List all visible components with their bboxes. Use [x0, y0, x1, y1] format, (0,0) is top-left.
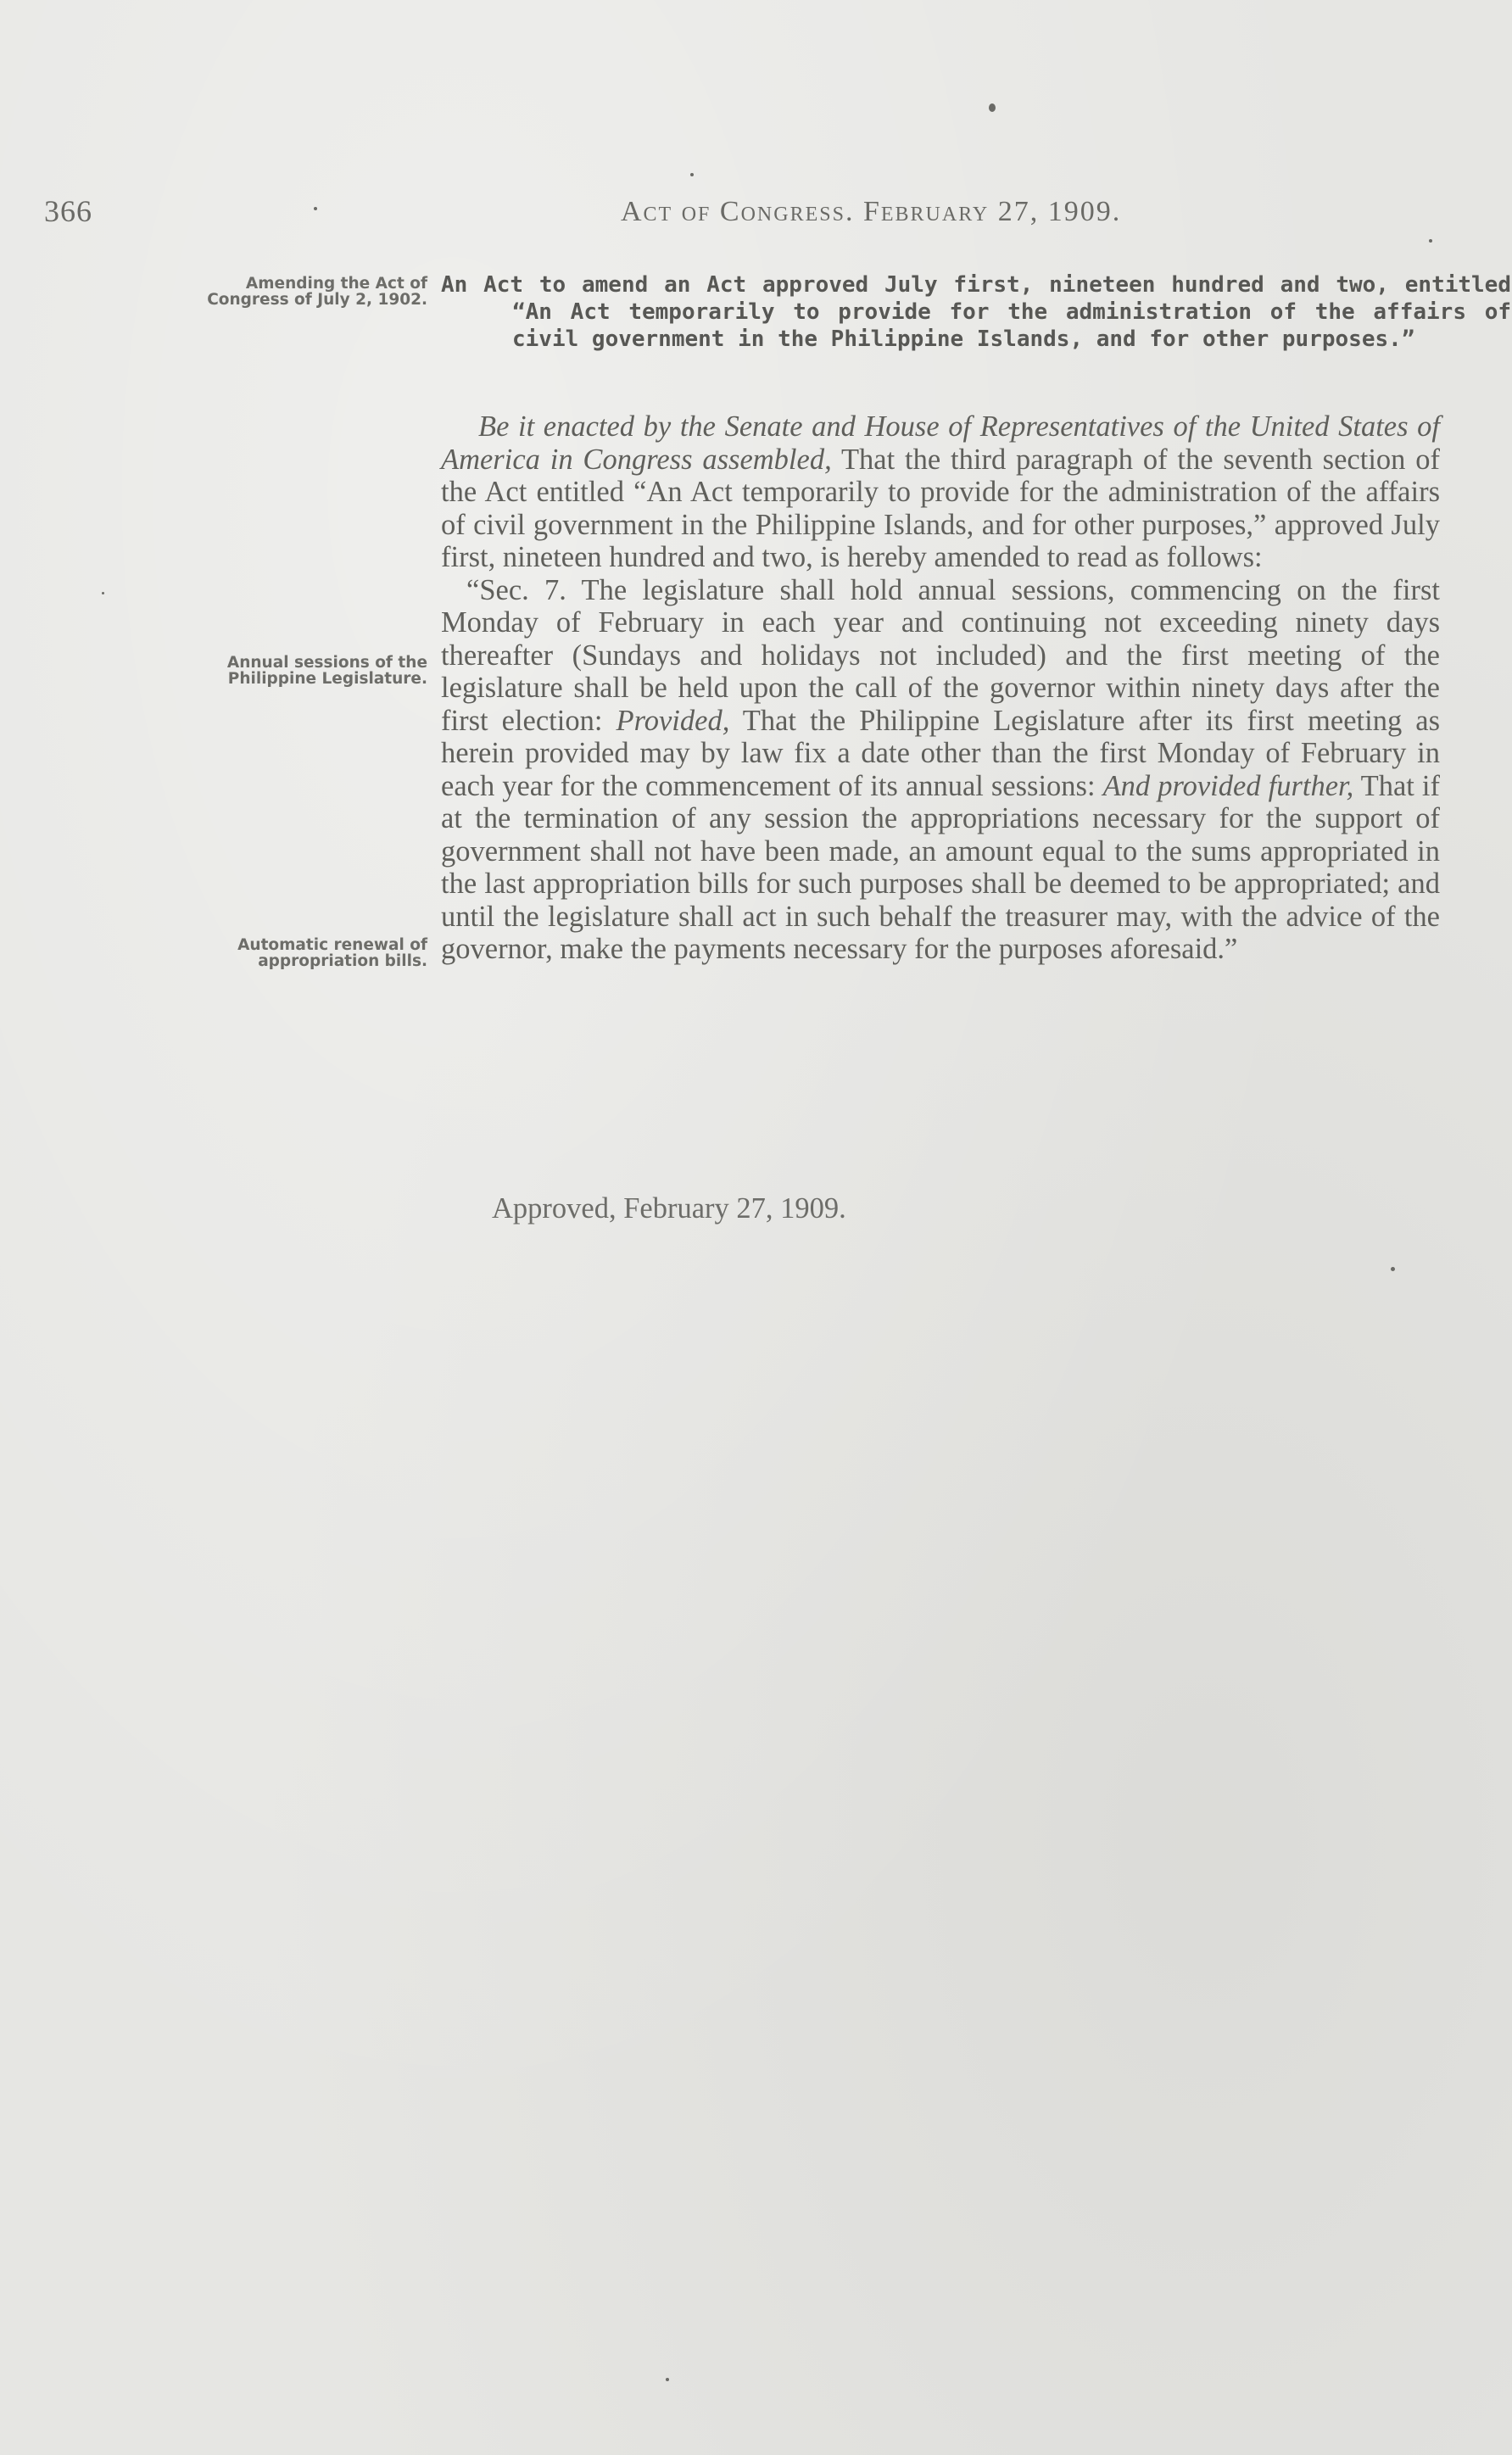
enacting-lead: Be it enacted by the Senate and House of Representatives of the United States of America in Congress assembled,: [441, 410, 1440, 476]
speck: [690, 173, 694, 176]
margin-note-annual-sessions: Annual sessions of the Philippine Legislature.: [226, 654, 427, 688]
act-title: An Act to amend an Act approved July first, nineteen hundred and two, entitled “An Act temporarily to provide for the administration of the affairs of civil government in the Philippine Islands, and for other purposes.”: [441, 272, 1511, 352]
margin-note-appropriation-bills: Automatic renewal of appropriation bills.: [237, 936, 427, 970]
speck: [314, 207, 317, 210]
approval-line: Approved, February 27, 1909.: [492, 1192, 846, 1225]
speck: [1391, 1267, 1395, 1271]
margin-note-amending: Amending the Act of Congress of July 2, 1902.: [207, 275, 427, 309]
section-7: [441, 574, 1440, 966]
enacting-rest: That the third paragraph of the seventh section of the Act entitled “An Act temporarily to provide for the administration of the affairs of civil government in the Philippine Islands, and for other purposes,” approved July first, nineteen hundred and two, is hereby amended to read as follows:: [441, 443, 1440, 573]
act-body: [441, 410, 1440, 966]
running-head-text: Act of Congress. February 27, 1909.: [621, 196, 1122, 227]
speck: [1429, 239, 1432, 243]
enacting-clause: [441, 410, 1440, 574]
speck: [102, 592, 104, 594]
speck: [989, 103, 996, 112]
page-number: 366: [44, 194, 92, 228]
section-text-1: “Sec. 7. The legislature shall hold annual sessions, commencing on the first Monday of February in each year and continuing not exceeding ninety days thereafter (Sundays and holidays not included) and the first meeting of the legislature shall be held upon the call of the governor within ninety days after the first election:: [441, 573, 1440, 737]
proviso-label-2: And provided further,: [1102, 769, 1354, 802]
section-text-3: That if at the termination of any session the appropriations necessary for the support of government shall not have been made, an amount equal to the sums appropriated in the last appropriation bills for such purposes shall be deemed to be appropriated; and until the legislature shall act in such behalf the treasurer may, with the advice of the governor, make the payments necessary for the purposes aforesaid.”: [441, 769, 1440, 965]
speck: [666, 2378, 669, 2381]
proviso-label-1: Provided,: [616, 704, 730, 737]
section-text-2: That the Philippine Legislature after its first meeting as herein provided may by law fix a date other than the first Monday of February in each year for the commencement of its annual sessions:: [441, 704, 1441, 802]
running-head: [621, 196, 1121, 228]
